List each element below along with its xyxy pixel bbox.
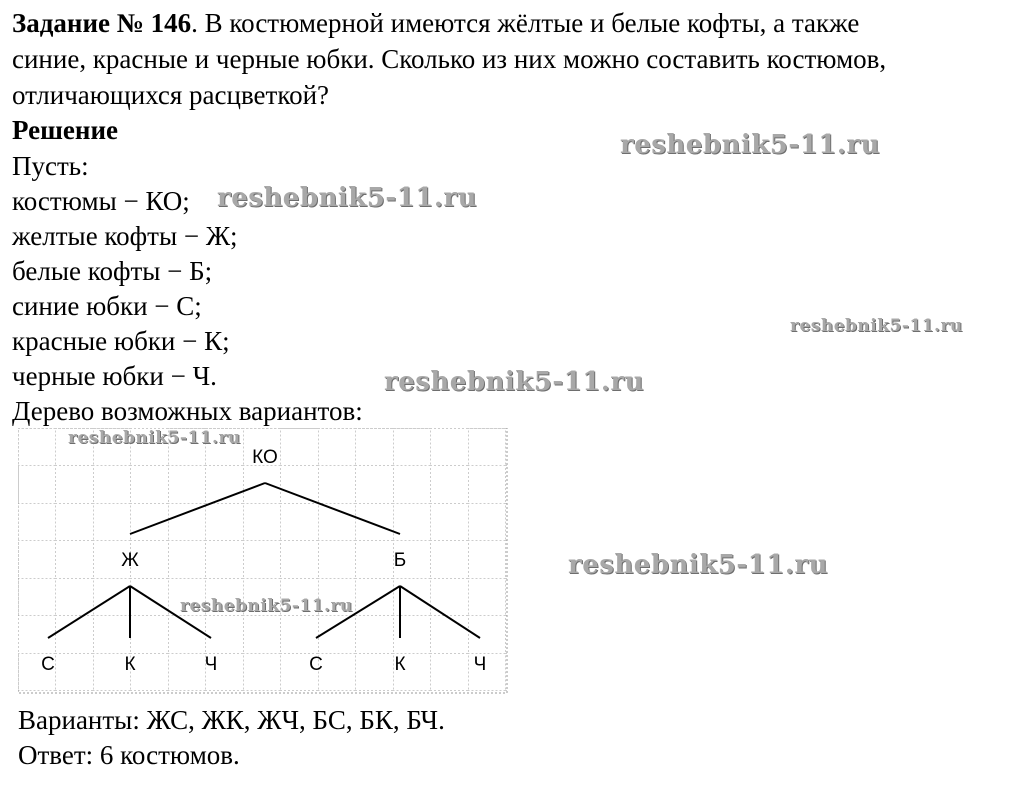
watermark: reshebnik5-11.ru xyxy=(180,596,353,616)
task-title: Задание № 146 xyxy=(12,8,192,38)
task-line-2: синие, красные и черные юбки. Сколько из них можно составить костюмов, xyxy=(12,44,887,74)
tree-leaf-5: К xyxy=(394,654,406,675)
watermark: reshebnik5-11.ru xyxy=(217,183,478,213)
tree-leaf-2: К xyxy=(124,654,136,675)
tree-caption: Дерево возможных вариантов: xyxy=(12,396,363,426)
tree-node-zh: Ж xyxy=(121,550,139,571)
watermark: reshebnik5-11.ru xyxy=(790,316,963,336)
def-line-3: белые кофты − Б; xyxy=(12,256,213,286)
task-line-3: отличающихся расцветкой? xyxy=(12,80,330,110)
task-text-1: . В костюмерной имеются жёлтые и белые кофты, а также xyxy=(191,8,860,38)
def-line-1: костюмы − КО; xyxy=(12,186,190,216)
tree-leaf-4: С xyxy=(309,654,323,675)
def-line-2: желтые кофты − Ж; xyxy=(12,221,238,251)
variants-line: Варианты: ЖС, ЖК, ЖЧ, БС, БК, БЧ. xyxy=(18,705,445,735)
tree-node-root: КО xyxy=(252,447,278,468)
watermark: reshebnik5-11.ru xyxy=(68,428,241,448)
tree-leaf-1: С xyxy=(41,654,55,675)
tree-node-b: Б xyxy=(393,550,407,571)
tree-leaf-6: Ч xyxy=(473,654,487,675)
task-line-1 xyxy=(12,6,859,40)
watermark: reshebnik5-11.ru xyxy=(620,130,881,160)
solution-heading: Решение xyxy=(12,115,118,145)
def-line-4: синие юбки − С; xyxy=(12,291,202,321)
watermark: reshebnik5-11.ru xyxy=(568,550,829,580)
let-line: Пусть: xyxy=(12,151,89,181)
def-line-6: черные юбки − Ч. xyxy=(12,361,217,391)
answer-line: Ответ: 6 костюмов. xyxy=(18,740,240,770)
def-line-5: красные юбки − К; xyxy=(12,326,230,356)
watermark: reshebnik5-11.ru xyxy=(384,367,645,397)
variants-tree-diagram xyxy=(18,428,508,694)
tree-leaf-3: Ч xyxy=(204,654,218,675)
